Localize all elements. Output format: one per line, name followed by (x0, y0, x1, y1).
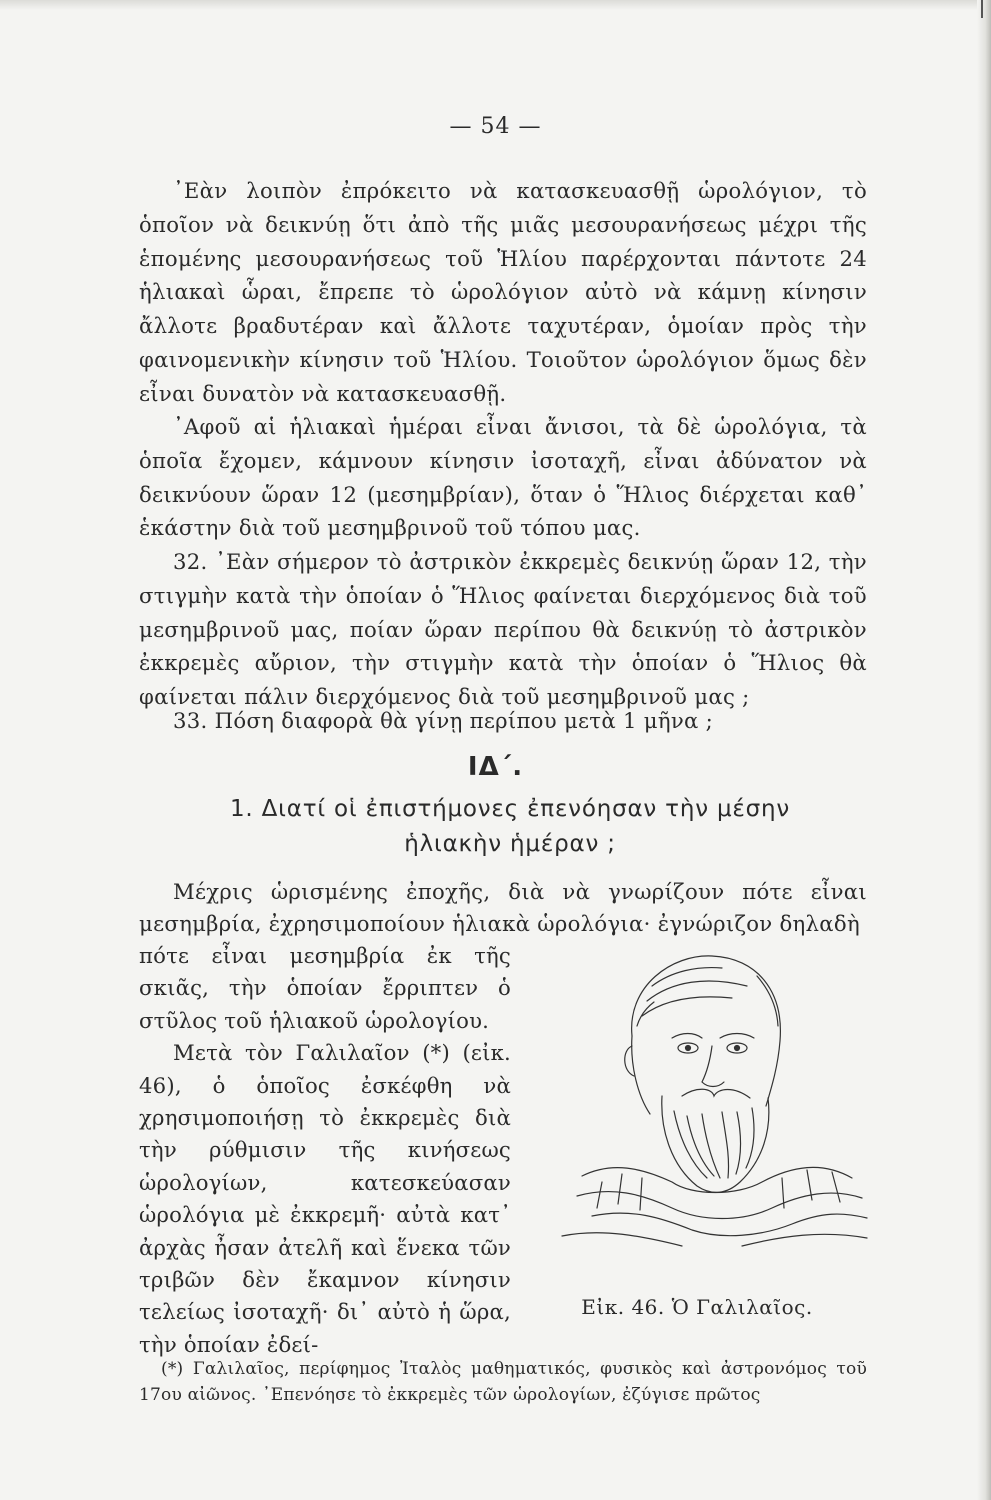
paragraph-text: ᾿Εὰν λοιπὸν ἐπρόκειτο νὰ κατασκευασθῇ ὡρολόγιον, τὸ ὁποῖον νὰ δεικνύῃ ὅτι ἀπὸ τῆς μιᾶς μεσουρανήσεως μέχρι τῆς ἑπομένης μεσουρανήσεως τοῦ Ἡλίου παρέρχονται πάντοτε 24 ἡλιακαὶ ὧραι, ἔπρεπε τὸ ὡρολόγιον αὐτὸ νὰ κάμνῃ κίνησιν ἄλλοτε βραδυτέραν καὶ ἄλλοτε ταχυτέραν, ὁμοίαν πρὸς τὴν φαινομενικὴν κίνησιν τοῦ Ἡλίου. Τοιοῦτον ὡρολόγιον ὅμως δὲν εἶναι δυνατὸν νὰ κατασκευασθῇ. (139, 178, 867, 406)
paragraph-text: ᾿Αφοῦ αἱ ἡλιακαὶ ἡμέραι εἶναι ἄνισοι, τὰ δὲ ὡρολόγια, τὰ ὁποῖα ἔχομεν, κάμνουν κίνησιν ἰσοταχῆ, εἶναι ἀδύνατον νὰ δεικνύουν ὥραν 12 (μεσημβρίαν), ὅταν ὁ Ἥλιος διέρχεται καθ᾿ ἑκάστην διὰ τοῦ μεσημβρινοῦ τοῦ τόπου μας. (139, 414, 867, 541)
figure-caption: Εἰκ. 46. Ὁ Γαλιλαῖος. (581, 1295, 813, 1319)
section-label: ΙΔ΄. (467, 752, 524, 782)
question-33 (139, 704, 867, 738)
portrait-engraving-icon (522, 946, 872, 1256)
paragraph-2 (139, 410, 867, 545)
footnote-text: (*) Γαλιλαῖος, περίφημος Ἰταλὸς μαθηματικός, φυσικὸς καὶ ἀστρονόμος τοῦ 17ου αἰῶνος. ᾿Επενόησε τὸ ἐκκρεμὲς τῶν ὡρολογίων, ἐζύγισε πρῶτος (139, 1359, 867, 1405)
body-column (139, 940, 511, 1361)
page-top-edge (0, 0, 991, 10)
galileo-portrait (522, 946, 872, 1256)
column-paragraph-1: πότε εἶναι μεσημβρία ἐκ τῆς σκιᾶς, τὴν ὁποίαν ἔρριπτεν ὁ στῦλος τοῦ ἡλιακοῦ ὡρολογίου. (139, 943, 511, 1033)
page-right-edge (977, 0, 991, 1500)
intro-paragraph: Μέχρις ὡρισμένης ἐποχῆς, διὰ νὰ γνωρίζουν πότε εἶναι μεσημβρία, ἐχρησιμοποίουν ἡλιακὰ ὡρολόγια· ἐγνώριζον δηλαδὴ (139, 879, 867, 937)
paragraph-text: 33. Πόση διαφορὰ θὰ γίνῃ περίπου μετὰ 1 μῆνα ; (173, 708, 714, 733)
footnote (139, 1356, 867, 1408)
section-heading: 1. Διατί οἱ ἐπιστήμονες ἐπενόησαν τὴν μέσην ἡλιακὴν ἡμέραν ; (229, 796, 791, 857)
column-paragraph-2: Μετὰ τὸν Γαλιλαῖον (*) (εἰκ. 46), ὁ ὁποῖος ἐσκέφθη νὰ χρησιμοποιήσῃ τὸ ἐκκρεμὲς διὰ τὴν ρύθμισιν τῆς κινήσεως ὡρολογίων, κατεσκεύασαν ὡρολόγια μὲ ἐκκρεμῆ· αὐτὰ κατ᾿ ἀρχὰς ἦσαν ἀτελῆ καὶ ἕνεκα τῶν τριβῶν δὲν ἔκαμνον κίνησιν τελείως ἰσοταχῆ· δι᾿ αὐτὸ ἡ ὥρα, τὴν ὁποίαν ἐδεί- (139, 1040, 511, 1357)
paragraph-1 (139, 174, 867, 411)
page-edge-mark (981, 0, 983, 18)
paragraph-text: 32. ᾿Εὰν σήμερον τὸ ἀστρικὸν ἐκκρεμὲς δεικνύῃ ὥραν 12, τὴν στιγμὴν κατὰ τὴν ὁποίαν ὁ Ἥλιος φαίνεται διερχόμενος διὰ τοῦ μεσημβρινοῦ μας, ποίαν ὥραν περίπου θὰ δεικνύῃ τὸ ἀστρικὸν ἐκκρεμὲς αὔριον, τὴν στιγμὴν κατὰ τὴν ὁποίαν ὁ Ἥλιος θὰ φαίνεται πάλιν διερχόμενος διὰ τοῦ μεσημβρινοῦ μας ; (139, 549, 867, 710)
page-number: — 54 — (449, 114, 542, 139)
question-32 (139, 545, 867, 714)
